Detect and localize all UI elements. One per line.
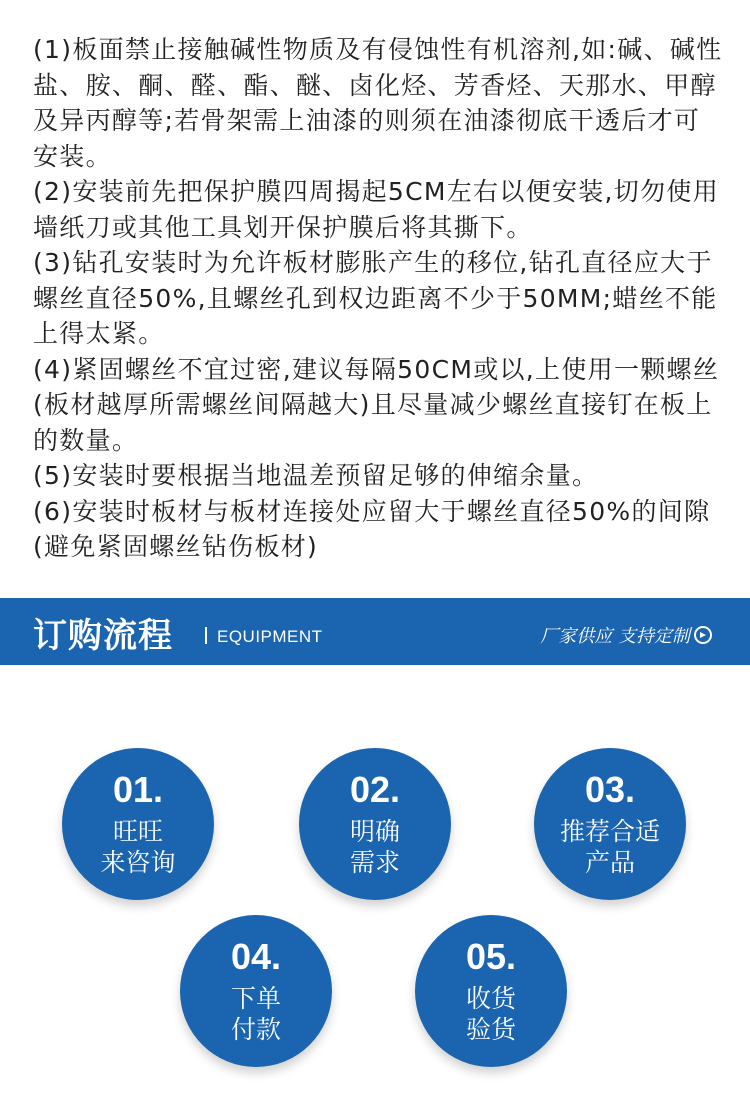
step-1-circle [62,748,214,900]
note-3: (3)钻孔安装时为允许板材膨胀产生的移位,钻孔直径应大于螺丝直径50%,且螺丝孔到权边距离不少于50MM;蜡丝不能上得太紧。 [33,248,718,348]
step-3-circle [534,748,686,900]
note-4: (4)紧固螺丝不宜过密,建议每隔50CM或以,上使用一颗螺丝(板材越厚所需螺丝间隔越大)且尽量减少螺丝直接钉在板上的数量。 [33,354,720,455]
step-label: 推荐合适 产品 [559,817,660,877]
circle-arrow-right-icon [694,626,712,644]
banner-title: 订购流程 [33,616,173,656]
installation-notes [33,32,723,565]
custom-supply-link[interactable] [540,622,712,648]
step-4-circle [180,915,332,1067]
step-label: 下单 付款 [230,984,281,1044]
step-number: 03. [584,769,636,810]
step-label: 旺旺 来咨询 [100,817,176,877]
step-label: 明确 需求 [349,817,400,877]
step-number: 01. [112,769,164,810]
custom-supply-label: 厂家供应 支持定制 [540,626,690,647]
note-2: (2)安装前先把保护膜四周揭起5CM左右以便安装,切勿使用墙纸刀或其他工具划开保护膜后将其撕下。 [33,177,719,242]
banner-subtitle: EQUIPMENT [217,627,323,646]
step-5-circle [415,915,567,1067]
step-number: 04. [230,936,282,977]
banner-divider [205,627,207,644]
note-1: (1)板面禁止接触碱性物质及有侵蚀性有机溶剂,如:碱、碱性盐、胺、酮、醛、酯、醚、卤化烃、芳香烃、天那水、甲醇及异丙醇等;若骨架需上油漆的则须在油漆彻底干透后才可安装。 [33,35,723,171]
note-6: (6)安装时板材与板材连接处应留大于螺丝直径50%的间隙(避免紧固螺丝钻伤板材) [33,496,711,561]
step-label: 收货 验货 [465,984,516,1044]
order-process-banner [0,598,750,665]
step-2-circle [299,748,451,900]
note-5: (5)安装时要根据当地温差预留足够的伸缩余量。 [33,461,599,490]
step-number: 02. [349,769,401,810]
step-number: 05. [465,936,517,977]
